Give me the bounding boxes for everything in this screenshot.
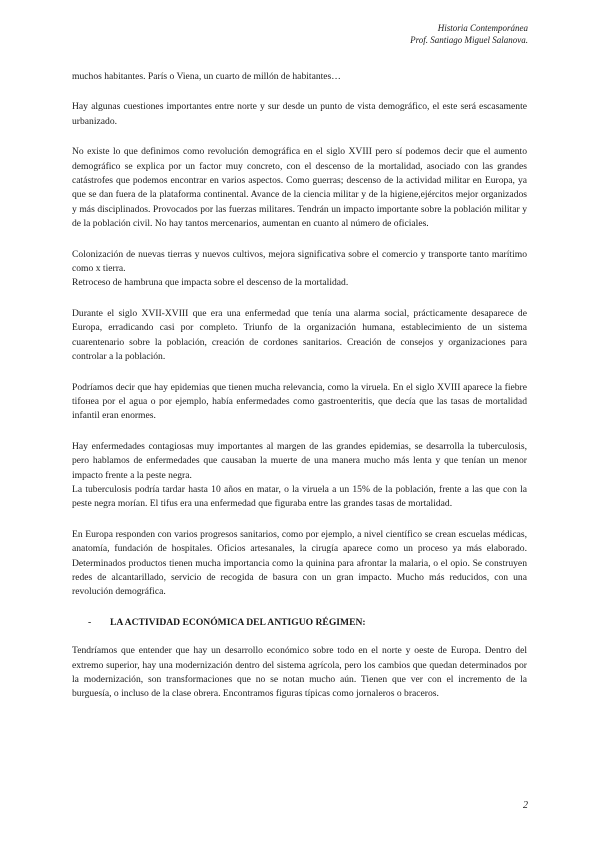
- page-header: [410, 22, 528, 46]
- paragraph-11: Tendríamos que entender que hay un desarrollo económico sobre todo en el norte y oeste de Europa. Dentro del extremo superior, hay una modernización dentro del sistema agrícola, pero los cambios que quedan determinados por la modernización, son transformaciones que no se notan mucho aún. Tienen que ver con el incremento de la burguesía, o incluso de la clase obrera. Encontramos figuras típicas como jornaleros o braceros.: [72, 645, 527, 700]
- document-body: [72, 70, 527, 718]
- page-number: 2: [523, 800, 528, 811]
- paragraph-9: La tuberculosis podría tardar hasta 10 años en matar, o la viruela a un 15% de la población, frente a las que con la peste negra morían. El tifus era una enfermedad que figuraba entre las grandes tasas de mortalidad.: [72, 483, 527, 510]
- paragraph-7: Podríamos decir que hay epidemias que tienen mucha relevancia, como la viruela. En el siglo XVIII aparece la fiebre tifoнea por el agua o por ejemplo, había enfermedades como gastroenteritis, que decía que las tasas de mortalidad infantil eran enormes.: [72, 381, 527, 422]
- paragraph-1: muchos habitantes. París o Viena, un cuarto de millón de habitantes…: [72, 71, 341, 82]
- section-heading: [88, 616, 527, 630]
- paragraph-8: Hay enfermedades contagiosas muy importantes al margen de las grandes epidemias, se desarrolla la tuberculosis, pero hablamos de enfermedades que causaban la muerte de una manera mucho más lenta y que tenían un menor impacto frente a la peste negra.: [72, 440, 527, 481]
- paragraph-5: Retroceso de hambruna que impacta sobre el descenso de la mortalidad.: [72, 277, 349, 289]
- paragraph-3: No existe lo que definimos como revolución demográfica en el siglo XVIII pero sí podemos decir que el aumento demográfico se explica por un factor muy concreto, con el descenso de la mortalidad, asociado con las grandes catástrofes que podemos encontrar en varios aspectos. Como guerras; descenso de la actividad militar en Europa, ya que se dan fuera de la plataforma continental. Avance de la ciencia militar y de la higiene,ejércitos mejor organizados y más disciplinados. Provocados por las fuerzas militares. Tendrán un impacto importante sobre la población militar y de la población civil. No hay tantos mercenarios, aumentan en cuanto al número de oficiales.: [72, 146, 527, 230]
- section-bullet: -: [88, 616, 92, 628]
- paragraph-4: Colonización de nuevas tierras y nuevos cultivos, mejora significativa sobre el comercio y transporte tanto marítimo como x tierra.: [72, 248, 527, 275]
- header-subject: Historia Contemporánea: [437, 23, 528, 33]
- paragraph-2: Hay algunas cuestiones importantes entre norte y sur desde un punto de vista demográfico, el este será escasamente urbanizado.: [72, 101, 527, 127]
- section-title: LA ACTIVIDAD ECONÓMICA DEL ANTIGUO RÉGIMEN:: [110, 616, 366, 628]
- paragraph-6: Durante el siglo XVII-XVIII que era una enfermedad que tenía una alarma social, prácticamente desaparece de Europa, erradicando casi por completo. Triunfo de la organización humana, establecimiento de un sistema cuarentenario sobre la población, creación de cordones sanitarios. Creación de consejos y organizaciones para controlar a la población.: [72, 307, 527, 363]
- paragraph-10: En Europa responden con varios progresos sanitarios, como por ejemplo, a nivel científico se crean escuelas médicas, anatomía, fundación de hospitales. Oficios artesanales, la cirugía aparece como un proceso ya más elaborado. Determinados productos tienen mucha importancia como la quinina para afrontar la malaria, o el opio. Se construyen redes de alcantarillado, servicio de recogida de basura con un gran impacto. Mucho más reducidos, con una revolución demográfica.: [72, 528, 527, 598]
- header-professor: Prof. Santiago Miguel Salanova.: [410, 35, 528, 45]
